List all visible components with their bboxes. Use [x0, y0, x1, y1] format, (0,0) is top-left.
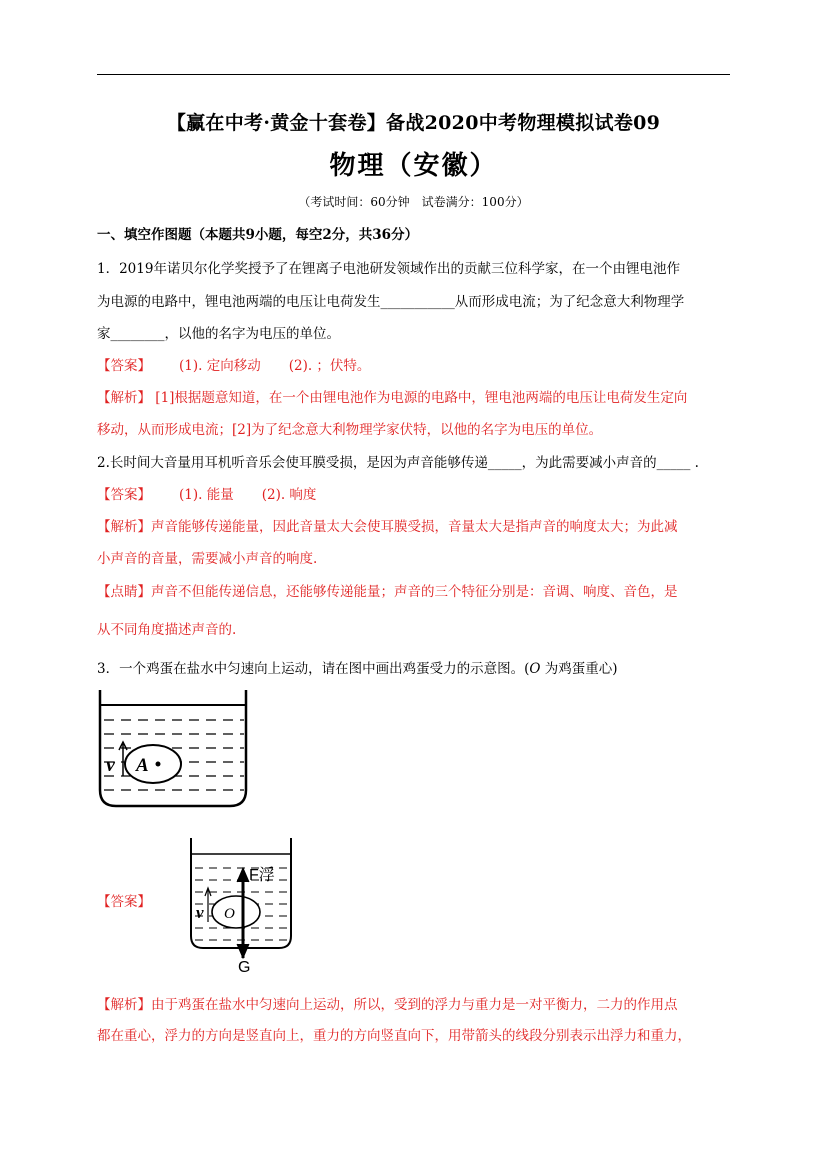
answer-tag: 【答案】	[97, 358, 151, 374]
paper-title: 【赢在中考·黄金十套卷】备战2020中考物理模拟试卷09	[166, 112, 661, 134]
q3-analysis-line2: 都在重心，浮力的方向是竖直向上，重力的方向竖直向下，用带箭头的线段分别表示出浮力和重力，	[97, 1028, 691, 1044]
q2-answer	[97, 485, 737, 505]
comment-tag: 【点睛】	[97, 584, 151, 600]
q1-line2: 为电源的电路中，锂电池两端的电压让电荷发生___________从而形成电流；为了纪念意大利物理学	[97, 294, 685, 310]
q1-answer	[97, 356, 737, 376]
q2-comment-line1	[97, 582, 737, 602]
q2-comment-line2: 从不同角度描述声音的.	[97, 622, 237, 638]
velocity-label-2: v	[196, 903, 204, 922]
q3-text-a: 3．一个鸡蛋在盐水中匀速向上运动，请在图中画出鸡蛋受力的示意图。(	[97, 661, 530, 677]
q1-line3: 家________，以他的名字为电压的单位。	[97, 326, 340, 342]
force-diagram-figure	[186, 838, 304, 974]
q3-line1	[97, 659, 737, 679]
q2-analysis-line1	[97, 517, 737, 537]
paper-subject: 物理（安徽）	[329, 151, 498, 181]
answer-tag: 【答案】	[97, 894, 151, 910]
buoyancy-label: F浮	[249, 867, 275, 884]
section-heading: 一、填空作图题（本题共9小题，每空2分，共36分）	[97, 227, 419, 243]
analysis-tag: 【解析】	[97, 390, 151, 406]
egg-beaker-figure	[98, 690, 250, 810]
q1-analysis-line1	[97, 388, 737, 408]
q2-analysis-text1: 声音能够传递能量，因此音量太大会使耳膜受损，音量太大是指声音的响度太大；为此减	[151, 519, 678, 535]
q2-analysis-line2: 小声音的音量，需要减小声音的响度.	[97, 551, 318, 567]
analysis-tag: 【解析】	[97, 519, 151, 535]
q2-answer-2: (2). 响度	[261, 487, 317, 503]
header-rule	[97, 74, 730, 75]
exam-info: （考试时间：60分钟 试卷满分：100分）	[298, 195, 529, 209]
q1-answer-1: (1). 定向移动	[179, 358, 261, 374]
velocity-label: v	[106, 754, 115, 776]
center-label: O	[224, 906, 235, 922]
q2-line1: 2.长时间大音量用耳机听音乐会使耳膜受损，是因为声音能够传递_____，为此需要减小声音的_____ .	[97, 455, 699, 471]
q3-analysis-text1: 由于鸡蛋在盐水中匀速向上运动，所以，受到的浮力与重力是一对平衡力，二力的作用点	[151, 997, 678, 1013]
egg-label: A	[136, 755, 149, 776]
q3-text-b: 为鸡蛋重心)	[544, 661, 618, 677]
q3-analysis-line1	[97, 995, 737, 1015]
q1-line1: 1．2019年诺贝尔化学奖授予了在锂离子电池研发领域作出的贡献三位科学家，在一个由锂电池作	[97, 261, 680, 277]
q2-comment-text1: 声音不但能传递信息，还能够传递能量；声音的三个特征分别是：音调、响度、音色，是	[151, 584, 678, 600]
q2-answer-1: (1). 能量	[179, 487, 234, 503]
q1-answer-2: (2). ；伏特。	[288, 358, 371, 374]
q1-analysis-text1: [1]根据题意知道，在一个由锂电池作为电源的电路中，锂电池两端的电压让电荷发生定向	[155, 390, 688, 406]
q3-o-symbol: O	[529, 661, 541, 677]
answer-tag: 【答案】	[97, 487, 151, 503]
analysis-tag: 【解析】	[97, 997, 151, 1013]
q3-answer	[97, 892, 177, 912]
egg-center-dot	[156, 762, 161, 767]
q1-analysis-line2: 移动，从而形成电流；[2]为了纪念意大利物理学家伏特，以他的名字为电压的单位。	[97, 422, 603, 438]
gravity-label: G	[238, 959, 251, 974]
